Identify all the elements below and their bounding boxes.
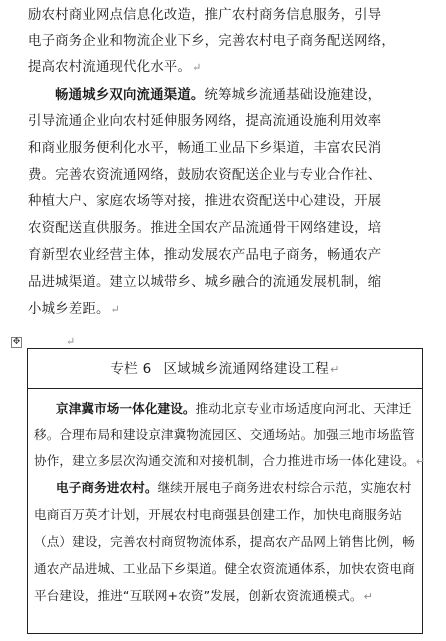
table-line: 通农产品进城、工业品下乡渠道。健全农资流通体系，加快农资电商 bbox=[34, 561, 415, 576]
box-title bbox=[28, 349, 422, 389]
body-line: 费。完善农资流通网络，鼓励农资配送企业与专业合作社、 bbox=[28, 168, 382, 183]
section-heading: 畅通城乡双向流通渠道。 bbox=[55, 87, 205, 103]
body-line: 励农村商业网点信息化改造，推广农村商务信息服务，引导 bbox=[28, 8, 382, 23]
column-box-table bbox=[27, 348, 426, 634]
table-line: 电子商务进农村。继续开展电子商务进农村综合示范，实施农村 bbox=[56, 480, 412, 495]
body-line: 和商业服务便利化水平，畅通工业品下乡渠道，丰富农民消 bbox=[28, 141, 382, 156]
body-line: 电子商务企业和物流企业下乡，完善农村电子商务配送网络， bbox=[28, 34, 395, 49]
table-line: 平台建设，推进“互联网+农资”发展，创新农资流通模式。↵ bbox=[34, 588, 373, 603]
table-line: 移。合理布局和建设京津冀物流园区、交通场站。加强三地市场监管 bbox=[34, 427, 415, 442]
paragraph-mark: ↵ bbox=[363, 590, 373, 603]
item-heading: 电子商务进农村。 bbox=[56, 480, 158, 495]
body-line: 引导流通企业向农村延伸服务网络，提高流通设施利用效率 bbox=[28, 114, 382, 129]
move-anchor-icon[interactable]: ✥ bbox=[12, 337, 21, 347]
item-heading: 京津冀市场一体化建设。 bbox=[56, 401, 196, 416]
table-line: （点）建设，完善农村商贸物流体系，提高农产品网上销售比例，畅 bbox=[34, 534, 415, 549]
table-line: 电商百万英才计划，开展农村电商强县创建工作，加快电商服务站 bbox=[34, 507, 403, 522]
body-line: 农资配送直供服务。推进全国农产品流通骨干网络建设，培 bbox=[28, 221, 382, 236]
paragraph-mark: ↵ bbox=[330, 363, 340, 376]
body-line: 种植大户、家庭农场等对接，推进农资配送中心建设，开展 bbox=[28, 194, 382, 209]
paragraph-mark: ↵ bbox=[192, 61, 202, 74]
box-title-text: 区域城乡流通网络建设工程 bbox=[163, 361, 330, 377]
table-line: 协作，建立多层次沟通交流和对接机制，合力推进市场一体化建设。↵ bbox=[34, 453, 426, 468]
body-line: 育新型农业经营主体，推动发展农产品电子商务，畅通农产 bbox=[28, 248, 382, 263]
paragraph-mark: ↵ bbox=[110, 303, 120, 316]
box-title-number: 专栏 6 bbox=[110, 361, 152, 377]
body-line: 畅通城乡双向流通渠道。统筹城乡流通基础设施建设， bbox=[55, 87, 382, 103]
paragraph-mark: ↵ bbox=[415, 455, 426, 468]
paragraph-mark: ↵ bbox=[66, 335, 76, 348]
body-line: 提高农村流通现代化水平。↵ bbox=[28, 60, 202, 75]
body-line: 小城乡差距。↵ bbox=[28, 302, 120, 317]
table-line: 京津冀市场一体化建设。推动北京专业市场适度向河北、天津迁 bbox=[56, 401, 412, 416]
body-line: 品进城渠道。建立以城带乡、城乡融合的流通发展机制，缩 bbox=[28, 275, 382, 290]
